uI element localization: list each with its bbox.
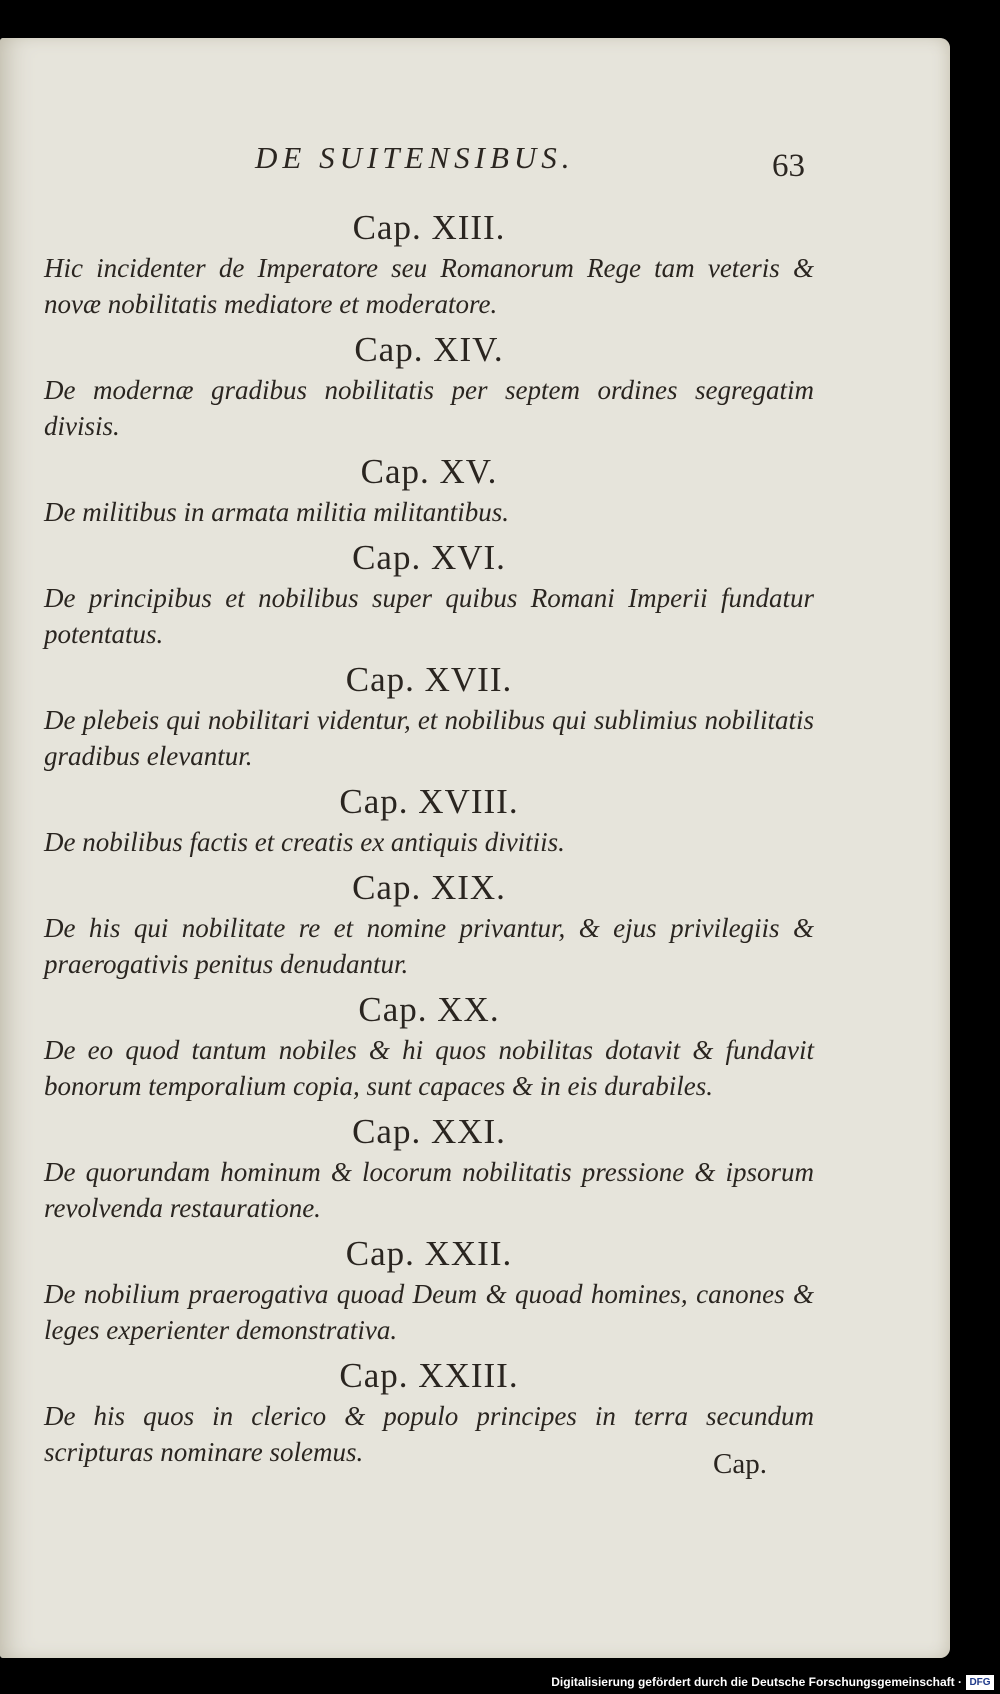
chapter-entry — [44, 536, 814, 652]
dfg-logo-icon: DFG — [966, 1675, 994, 1690]
chapter-entry — [44, 866, 814, 982]
chapter-entry — [44, 658, 814, 774]
page-number: 63 — [772, 148, 805, 184]
chapter-entry — [44, 328, 814, 444]
book-page — [0, 38, 950, 1658]
chapter-list — [44, 206, 814, 1476]
chapter-summary: De principibus et nobilibus super quibus Romani Imperii fundatur potentatus. — [44, 583, 814, 649]
chapter-entry — [44, 1354, 814, 1470]
chapter-heading: Cap. XIII. — [352, 208, 506, 247]
chapter-heading: Cap. XXI. — [352, 1112, 506, 1151]
chapter-heading: Cap. XXII. — [345, 1234, 513, 1273]
catchword: Cap. — [713, 1448, 767, 1480]
chapter-summary: De plebeis qui nobilitari videntur, et nobilibus qui sublimius nobilitatis gradibus elevantur. — [44, 705, 814, 771]
chapter-summary: De eo quod tantum nobiles & hi quos nobilitas dotavit & fundavit bonorum temporalium copia, sunt capaces & in eis durabiles. — [44, 1035, 814, 1101]
chapter-summary: Hic incidenter de Imperatore seu Romanorum Rege tam veteris & novæ nobilitatis mediatore et moderatore. — [44, 253, 814, 319]
chapter-entry — [44, 1232, 814, 1348]
chapter-heading: Cap. XXIII. — [339, 1356, 519, 1395]
chapter-heading: Cap. XVI. — [352, 538, 506, 577]
chapter-heading: Cap. XVII. — [345, 660, 513, 699]
chapter-summary: De his qui nobilitate re et nomine privantur, & ejus privilegiis & praerogativis penitus denudantur. — [44, 913, 814, 979]
chapter-heading: Cap. XV. — [360, 452, 498, 491]
chapter-summary: De his quos in clerico & populo principes in terra secundum scripturas nominare solemus. — [44, 1401, 814, 1467]
chapter-entry — [44, 206, 814, 322]
chapter-heading: Cap. XVIII. — [339, 782, 519, 821]
running-head-title: DE SUITENSIBUS. — [255, 140, 575, 175]
chapter-summary: De nobilium praerogativa quoad Deum & quoad homines, canones & leges experienter demonstrativa. — [44, 1279, 814, 1345]
digitization-footer — [0, 1672, 1000, 1694]
chapter-entry — [44, 1110, 814, 1226]
chapter-heading: Cap. XX. — [358, 990, 500, 1029]
chapter-heading: Cap. XIV. — [354, 330, 504, 369]
chapter-entry — [44, 450, 814, 530]
running-head — [0, 140, 950, 184]
chapter-summary: De quorundam hominum & locorum nobilitatis pressione & ipsorum revolvenda restauratione. — [44, 1157, 814, 1223]
chapter-entry — [44, 988, 814, 1104]
chapter-summary: De nobilibus factis et creatis ex antiquis divitiis. — [44, 827, 565, 857]
chapter-summary: De militibus in armata militia militantibus. — [44, 497, 510, 527]
chapter-heading: Cap. XIX. — [352, 868, 506, 907]
chapter-entry — [44, 780, 814, 860]
footer-credit: Digitalisierung gefördert durch die Deutsche Forschungsgemeinschaft · — [551, 1675, 962, 1689]
chapter-summary: De modernæ gradibus nobilitatis per septem ordines segregatim divisis. — [44, 375, 814, 441]
